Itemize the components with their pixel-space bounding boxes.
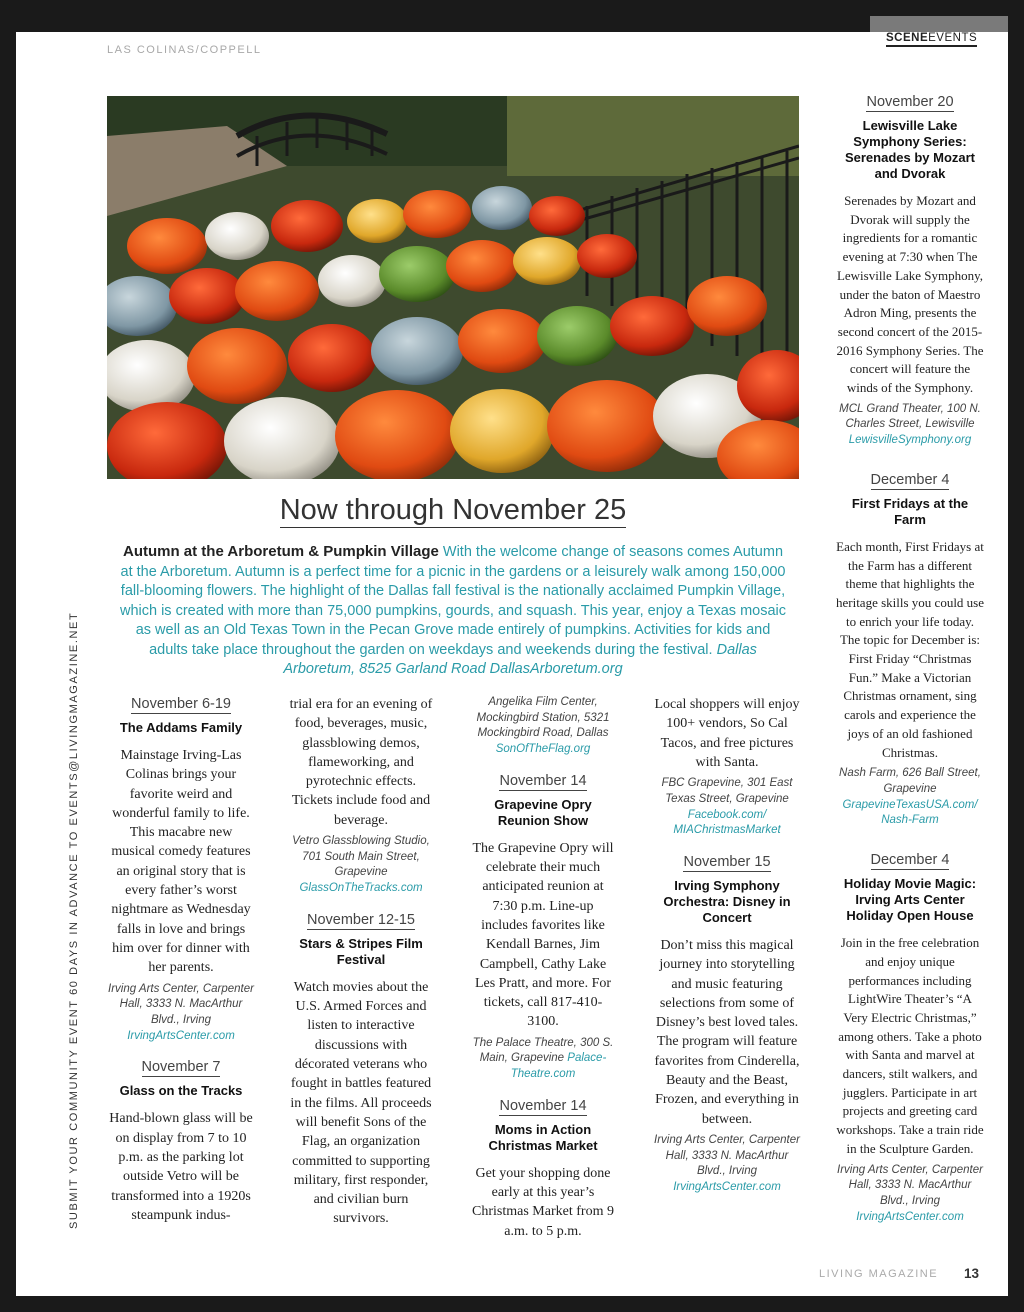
event-glass-on-tracks: [107, 1058, 255, 1225]
pumpkin-illustration: [107, 96, 799, 479]
event-addams-family: [107, 695, 255, 1044]
event-title: Lewisville Lake Symphony Series: Serenades by Mozart and Dvorak: [844, 118, 976, 181]
events-column-1: [107, 695, 255, 1239]
event-venue: [107, 982, 255, 1045]
event-lewisville-symphony: [835, 93, 985, 449]
venue-text: Irving Arts Center, Carpenter Hall, 3333 N. MacArthur Blvd., Irving: [108, 982, 254, 1026]
feature-body: With the welcome change of seasons comes Autumn at the Arboretum. Autumn is a perfect time for a picnic in the gardens or a leisurely walk among 150,000 fall-blooming flowers. The highlight of the Dallas fall festival is the nationally acclaimed Pumpkin Village, which is created with more than 75,000 pumpkins, gourds, and squash. This year, enjoy a Texas mosaic as well as an Old Texas Town in the Pecan Grove made entirely of pumpkins. Activities for kids and adults take place throughout the garden on weekdays and weekends during the festival.: [119, 544, 787, 658]
event-title: Glass on the Tracks: [119, 1083, 243, 1099]
event-description: trial era for an evening of food, beverages, music, glassblowing demos, flameworking, and pyrotechnic effects. Tickets include food and beverage.: [289, 697, 433, 828]
event-first-fridays: [835, 471, 985, 829]
top-tab-bar: [870, 16, 1008, 32]
event-venue: [835, 766, 985, 829]
event-glass-on-tracks-continued: [288, 695, 434, 897]
events-column-3: [469, 695, 617, 1255]
event-venue: [652, 1133, 802, 1196]
event-description: Each month, First Fridays at the Farm has a different theme that highlights the heritage skills you could use to enrich your life today. The topic for December is: First Friday “Christmas Fun.” Make a Victorian Christmas ornament, sing carols and experience the joys of an old fashioned Christmas.: [835, 538, 985, 760]
event-date: November 14: [499, 772, 587, 789]
footer-magazine-name: LIVING MAGAZINE: [819, 1268, 939, 1280]
event-grapevine-opry: [469, 772, 617, 1083]
event-description: Get your shopping done early at this year’s Christmas Market from 9 a.m. to 5 p.m.: [472, 1165, 614, 1239]
venue-text: Vetro Glassblowing Studio, 701 South Main Street, Grapevine: [292, 835, 430, 879]
event-irving-symphony: [652, 853, 802, 1196]
event-link[interactable]: IrvingArtsCenter.com: [127, 1029, 235, 1042]
brand-bold: SCENE: [886, 32, 929, 44]
event-title: The Addams Family: [119, 720, 243, 735]
brand-label: [886, 32, 977, 47]
event-title: Stars & Stripes Film Festival: [299, 935, 423, 967]
event-stars-stripes-venue: [469, 695, 617, 758]
events-column-4: [652, 695, 802, 1210]
event-title: Moms in Action Christmas Market: [488, 1121, 598, 1153]
event-title: Grapevine Opry Reunion Show: [494, 796, 592, 828]
event-link[interactable]: SonOfTheFlag.org: [495, 743, 591, 756]
feature-description: [116, 542, 790, 680]
feature-date-text: Now through November 25: [279, 494, 627, 526]
event-moms-in-action: [469, 1097, 617, 1241]
event-venue: [652, 776, 802, 839]
events-column-5: [835, 93, 985, 1239]
pumpkin-village-photo: [107, 96, 799, 479]
page-number: 13: [964, 1266, 980, 1281]
event-description: Watch movies about the U.S. Armed Forces and listen to interactive discussions with décorated veterans who fought in battles featured in the films. All proceeds will benefit Sons of the Flag, an organization committed to supporting military, first responder, and civilian burn survivors.: [290, 979, 432, 1227]
event-description: Don’t miss this magical journey into storytelling and music featuring selections from some of Disney’s best loved tales. The program will feature favorites from Cinderella, Beauty and the Beast, Frozen, and everything in between.: [654, 938, 800, 1127]
feature-location: Dallas Arboretum, 8525 Garland Road DallasArboretum.org: [283, 641, 757, 677]
event-description: Serenades by Mozart and Dvorak will supply the ingredients for a romantic evening at 7:30 when The Lewisville Lake Symphony, under the baton of Maestro Adron Ming, presents the second concert of the 2015-2016 Symphony Series. The concert will feature the winds of the Symphony.: [836, 193, 984, 396]
feature-title: Autumn at the Arboretum & Pumpkin Village: [122, 543, 439, 560]
event-link[interactable]: Palace-Theatre.com: [510, 1052, 607, 1081]
event-date: November 6-19: [131, 696, 231, 712]
venue-text: FBC Grapevine, 301 East Texas Street, Grapevine: [661, 777, 793, 805]
event-link[interactable]: GrapevineTexasUSA.com/ Nash-Farm: [842, 798, 978, 827]
event-holiday-movie-magic: [835, 851, 985, 1225]
event-date: November 12-15: [307, 911, 415, 928]
event-venue: [835, 1163, 985, 1226]
event-date: November 14: [499, 1097, 587, 1114]
event-description: Hand-blown glass will be on display from 7 to 10 p.m. as the parking lot outside Vetro will be transformed into a 1920s steampunk indus-: [109, 1111, 253, 1223]
event-date: December 4: [870, 852, 950, 869]
event-moms-in-action-continued: [652, 695, 802, 839]
venue-text: The Palace Theatre, 300 S. Main, Grapevine: [472, 1036, 614, 1065]
top-bar: [16, 16, 886, 32]
event-date: November 7: [141, 1059, 221, 1076]
venue-text: Nash Farm, 626 Ball Street, Grapevine: [839, 767, 981, 795]
event-date: November 15: [683, 854, 771, 870]
event-description: Mainstage Irving-Las Colinas brings your favorite weird and wonderful family to life. This macabre new musical comedy features an original story that is every father’s worst nightmare as Wednesday falls in love and brings him over for dinner with her parents.: [111, 748, 251, 976]
event-stars-stripes: [288, 911, 434, 1229]
brand-light: EVENTS: [928, 32, 978, 44]
event-venue: [835, 402, 985, 449]
event-link[interactable]: IrvingArtsCenter.com: [856, 1210, 964, 1223]
event-title: First Fridays at the Farm: [851, 495, 969, 527]
event-description: Join in the free celebration and enjoy unique performances including LightWire Theater’s “A Very Electric Christmas,” among others. Take a photo with Santa and marvel at dancers, stilt walkers, and jugglers. Participate in art projects and greeting card workshops. Take a train ride in the Sculpture Garden.: [836, 935, 984, 1156]
magazine-page: [16, 16, 1008, 1296]
section-label: LAS COLINAS/COPPELL: [107, 44, 262, 56]
event-link[interactable]: IrvingArtsCenter.com: [673, 1181, 781, 1194]
events-column-2: [288, 695, 434, 1243]
event-link[interactable]: GlassOnTheTracks.com: [299, 882, 423, 895]
event-date: November 20: [866, 94, 954, 110]
event-link[interactable]: Facebook.com/ MIAChristmasMarket: [673, 808, 781, 837]
event-description: Local shoppers will enjoy 100+ vendors, So Cal Tacos, and free pictures with Santa.: [654, 697, 800, 770]
venue-text: Irving Arts Center, Carpenter Hall, 3333 N. MacArthur Blvd., Irving: [837, 1163, 983, 1207]
venue-text: Irving Arts Center, Carpenter Hall, 3333 N. MacArthur Blvd., Irving: [654, 1133, 800, 1178]
event-venue: [469, 1036, 617, 1083]
venue-text: Angelika Film Center, Mockingbird Station, 5321 Mockingbird Road, Dallas: [476, 696, 610, 740]
event-date: December 4: [870, 471, 950, 488]
event-title: Irving Symphony Orchestra: Disney in Concert: [663, 878, 791, 925]
feature-date-heading: [107, 494, 799, 527]
event-title: Holiday Movie Magic: Irving Arts Center Holiday Open House: [843, 876, 977, 924]
event-link[interactable]: LewisvilleSymphony.org: [848, 434, 972, 447]
event-venue: [288, 834, 434, 897]
submission-note: SUBMIT YOUR COMMUNITY EVENT 60 DAYS IN ADVANCE TO EVENTS@LIVINGMAGAZINE.NET: [68, 611, 80, 1229]
event-venue: [469, 695, 617, 758]
venue-text: MCL Grand Theater, 100 N. Charles Street, Lewisville: [839, 402, 981, 431]
event-description: The Grapevine Opry will celebrate their much anticipated reunion at 7:30 p.m. Line-up includes favorites like Kendall Barnes, Jim Campbell, Cathy Lake Les Pratt, and more. For tickets, call 817-410-3100.: [472, 840, 614, 1030]
